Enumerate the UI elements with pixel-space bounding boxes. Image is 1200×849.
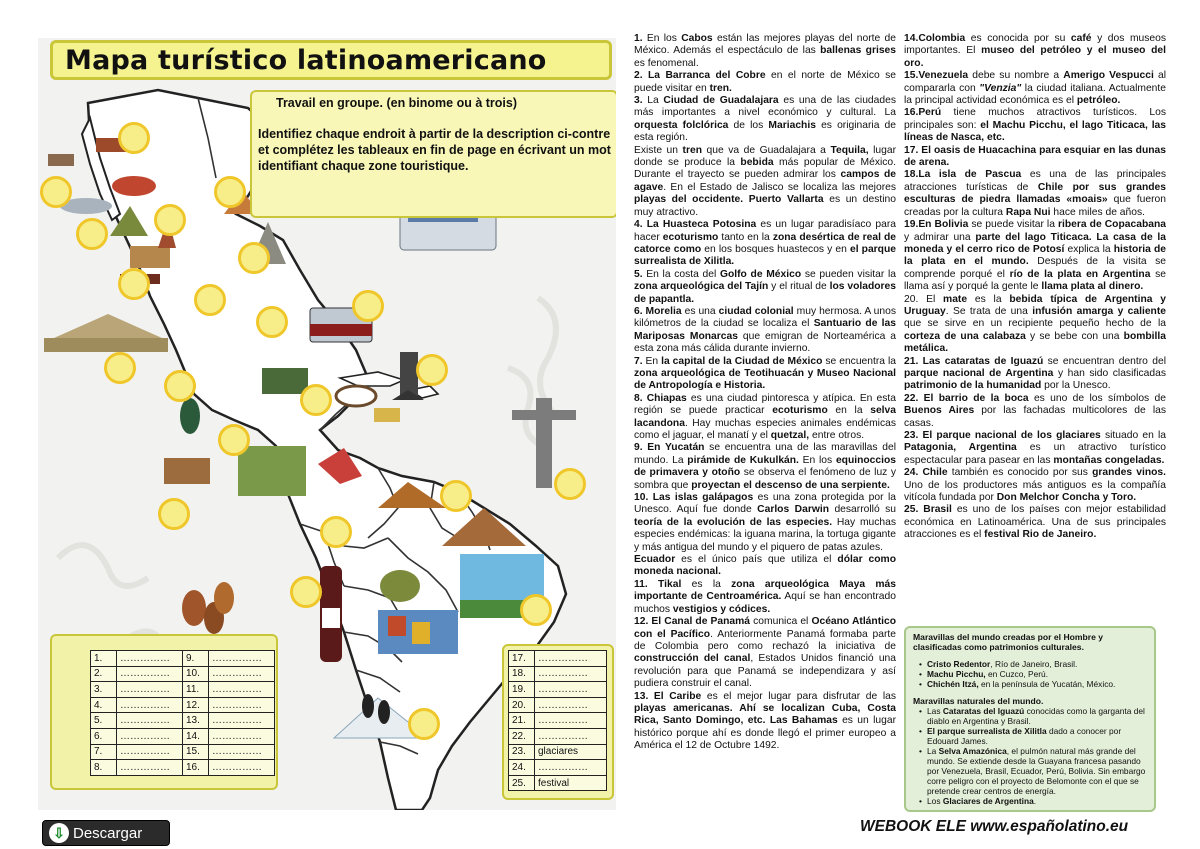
answer-field[interactable]: …………… — [209, 666, 275, 682]
answer-number: 15. — [183, 744, 209, 760]
answer-number: 6. — [91, 728, 117, 744]
answers-table-left — [90, 650, 275, 776]
answer-row — [509, 713, 607, 729]
answer-field[interactable]: …………… — [117, 666, 183, 682]
description-paragraph: 9. En Yucatán se encuentra una de las maravillas del mundo. La pirámide de Kukulkán. En los equinoccios de primavera y otoño se observa el fenómeno de luz y sombra que proyectan el descenso de una serpiente. — [634, 442, 897, 491]
answer-field[interactable]: …………… — [117, 682, 183, 698]
description-paragraph: 19.En Bolivia se puede visitar la ribera de Copacabana y admirar una parte del lago Titicaca. La casa de la moneda y el cerro rico de Potosí explica la historia de la plata en el mundo. Después de la visita se comprende porqué el río de la plata en Argentina se llama así y porqué la gente le llama plata al dinero. — [904, 219, 1167, 293]
description-paragraph: 4. La Huasteca Potosina es un lugar paradisíaco para hacer ecoturismo tanto en la zona desértica de real de catorce como en los bosques huastecos y en el parque surrealista de Xilitla. — [634, 219, 896, 268]
answer-row — [509, 666, 607, 682]
answer-field[interactable]: …………… — [209, 744, 275, 760]
answer-number: 4. — [91, 697, 117, 713]
answer-field[interactable]: …………… — [209, 651, 275, 667]
answer-number: 22. — [509, 728, 535, 744]
download-button[interactable] — [42, 820, 170, 846]
map-marker[interactable] — [256, 306, 288, 338]
map-marker[interactable] — [352, 290, 384, 322]
answer-row — [91, 666, 275, 682]
description-paragraph: 3. La Ciudad de Guadalajara es una de las ciudades más importantes a nivel económico y cultural. La orquesta folclórica de los Mariachis es originaria de esta región. — [634, 95, 897, 144]
answer-field[interactable]: …………… — [117, 728, 183, 744]
answers-box-right — [502, 644, 614, 800]
answer-field[interactable]: …………… — [535, 760, 607, 776]
map-marker[interactable] — [104, 352, 136, 384]
answer-row — [91, 760, 275, 776]
answer-number: 7. — [91, 744, 117, 760]
wonder-item: • Machu Picchu, en Cuzco, Perú. — [919, 669, 1147, 679]
download-cloud-icon: ⇩ — [49, 823, 69, 843]
answer-number: 18. — [509, 666, 535, 682]
answer-number: 10. — [183, 666, 209, 682]
map-marker[interactable] — [40, 176, 72, 208]
description-paragraph: 24. Chile también es conocido por sus grandes vinos. Uno de los productores más antiguos es la compañía vitícola fundada por Don Melchor Concha y Toro. — [904, 467, 1167, 504]
description-paragraph: 8. Chiapas es una ciudad pintoresca y atípica. En esta región se puede practicar ecoturismo en la selva lacandona. Hay muchas especies animales endémicas como el jaguar, el manatí y el quetzal, entre otros. — [634, 392, 896, 441]
answer-number: 24. — [509, 760, 535, 776]
answer-field[interactable]: …………… — [535, 728, 607, 744]
answer-number: 2. — [91, 666, 117, 682]
description-paragraph: 16.Perú tiene muchos atractivos turísticos. Los principales son: el Machu Picchu, el lago Titicaca, las líneas de Nasca, etc. — [904, 107, 1167, 144]
description-paragraph: 13. El Caribe es el mejor lugar para disfrutar de las playas americanas. Ahí se localizan Cuba, Costa Rica, Santo Domingo, etc. Las Bahamas es un lugar histórico porque ahí es donde llegó el primer europeo a América el 12 de Octubre 1492. — [634, 690, 896, 752]
wonders-heading-natural: Maravillas naturales del mundo. — [913, 696, 1044, 706]
descriptions-column-2 — [904, 33, 1166, 542]
answer-row — [91, 682, 275, 698]
answer-field[interactable]: …………… — [209, 682, 275, 698]
answer-row — [91, 651, 275, 667]
answer-number: 17. — [509, 651, 535, 667]
map-marker[interactable] — [218, 424, 250, 456]
map-marker[interactable] — [118, 122, 150, 154]
description-paragraph: 11. Tikal es la zona arqueológica Maya más importante de Centroamérica. Aquí se han encontrado muchos vestigios y códices. — [634, 578, 896, 615]
description-paragraph: Existe un tren que va de Guadalajara a Tequila, lugar donde se produce la bebida más popular de México. Durante el trayecto se pueden admirar los campos de agave. En el Estado de Jalisco se localiza las mejores playas del occidente. Puerto Vallarta es un destino muy atractivo. — [634, 144, 896, 218]
description-paragraph: 12. El Canal de Panamá comunica el Océano Atlántico con el Pacífico. Anteriormente Panamá formaba parte de Colombia pero como rechazó la iniciativa de construcción del canal, Estados Unidos financió una revolución para que Panamá se independizara y así pudiera construir el canal. — [634, 616, 896, 690]
answer-field[interactable]: …………… — [117, 713, 183, 729]
page-title: Mapa turístico latinoamericano — [65, 45, 547, 76]
description-paragraph: Ecuador es el único país que utiliza el dólar como moneda nacional. — [634, 554, 897, 578]
answer-row — [509, 728, 607, 744]
group-title: Travail en groupe. (en binome ou à trois) — [276, 96, 518, 110]
answer-field[interactable]: …………… — [117, 760, 183, 776]
answer-number: 1. — [91, 651, 117, 667]
answer-number: 12. — [183, 697, 209, 713]
description-paragraph: 7. En la capital de la Ciudad de México se encuentra la zona arqueológica de Teotihuacán y Museo Nacional de Antropología e Historia. — [634, 355, 896, 392]
map-marker[interactable] — [554, 468, 586, 500]
footer-credit: WEBOOK ELE www.españolatino.eu — [860, 818, 1129, 835]
answer-number: 21. — [509, 713, 535, 729]
description-paragraph: 10. Las islas galápagos es una zona protegida por la Unesco. Aquí fue donde Carlos Darwin desarrolló su teoría de la evolución de las especies. Hay muchas especies endémicas: la iguana marina, la tortuga gigante y más antigua del mundo y el piquero de patas azules. — [634, 492, 896, 553]
answer-field[interactable]: …………… — [117, 697, 183, 713]
answer-field[interactable]: …………… — [117, 651, 183, 667]
map-marker[interactable] — [164, 370, 196, 402]
answer-field[interactable]: …………… — [535, 651, 607, 667]
map-marker[interactable] — [416, 354, 448, 386]
description-paragraph: 21. Las cataratas de Iguazú se encuentran dentro del parque nacional de Argentina y han sido clasificadas patrimonio de la humanidad por la Unesco. — [904, 355, 1166, 392]
description-paragraph: 5. En la costa del Golfo de México se pueden visitar la zona arqueológica del Tajín y el ritual de los voladores de papantla. — [634, 268, 897, 305]
wonder-item: • Cristo Redentor, Río de Janeiro, Brasil. — [919, 659, 1147, 669]
wonder-item: • Chichén Itzá, en la península de Yucatán, México. — [919, 679, 1147, 689]
title-banner — [50, 40, 612, 80]
map-marker[interactable] — [520, 594, 552, 626]
description-paragraph: 23. El parque nacional de los glaciares situado en la Patagonia, Argentina es un atractivo turístico espectacular para pasear en las montañas congeladas. — [904, 430, 1166, 466]
answer-field[interactable]: …………… — [209, 713, 275, 729]
answers-box-left — [50, 634, 278, 790]
answer-field[interactable]: …………… — [209, 760, 275, 776]
wonders-list-natural — [913, 706, 1147, 806]
answer-field[interactable]: …………… — [535, 666, 607, 682]
group-instructions: Identifiez chaque endroit à partir de la description ci-contre et complétez les tableaux en fin de page en écrivant un mot identifiant chaque zone touristique. — [258, 127, 611, 173]
answer-field[interactable]: festival — [535, 775, 607, 791]
wonder-item: • Las Cataratas del Iguazú conocidas como la garganta del diablo en Argentina y Brasil. — [919, 706, 1147, 726]
answer-number: 16. — [183, 760, 209, 776]
answer-number: 8. — [91, 760, 117, 776]
answer-field[interactable]: …………… — [209, 697, 275, 713]
description-paragraph: 20. El mate es la bebida típica de Argentina y Uruguay. Se trata de una infusión amarga y caliente que se sirve en un recipiente pequeño hecho de la corteza de una calabaza y se bebe con una bombilla metálica. — [904, 293, 1167, 355]
answer-field[interactable]: …………… — [535, 697, 607, 713]
answer-row — [91, 697, 275, 713]
wonder-item: • El parque surrealista de Xilitla dado a conocer por Edouard James. — [919, 726, 1147, 746]
description-paragraph: 17. El oasis de Huacachina para esquiar en las dunas de arena. — [904, 144, 1166, 169]
answer-field[interactable]: …………… — [535, 713, 607, 729]
map-marker[interactable] — [76, 218, 108, 250]
answer-field[interactable]: glaciares — [535, 744, 607, 760]
answer-row — [509, 775, 607, 791]
answer-number: 14. — [183, 728, 209, 744]
wonders-heading-cultural: Maravillas del mundo creadas por el Hombre y clasificadas como patrimonios culturales. — [913, 632, 1104, 652]
description-paragraph: 1. En los Cabos están las mejores playas del norte de México. Además el espectáculo de las ballenas grises es fenomenal. — [634, 33, 896, 69]
answer-row — [91, 713, 275, 729]
map-marker[interactable] — [290, 576, 322, 608]
description-paragraph: 22. El barrio de la boca es uno de los símbolos de Buenos Aires por las fachadas multicolores de las casas. — [904, 392, 1166, 429]
description-paragraph: 15.Venezuela debe su nombre a Amerigo Vespucci al compararla con "Venzia" la ciudad italiana. Actualmente la principal actividad económica es el petróleo. — [904, 70, 1167, 107]
download-label: Descargar — [73, 824, 143, 842]
description-paragraph: 2. La Barranca del Cobre en el norte de México se puede visitar en tren. — [634, 70, 896, 94]
answer-number: 23. — [509, 744, 535, 760]
answer-number: 20. — [509, 697, 535, 713]
answer-number: 25. — [509, 775, 535, 791]
map-marker[interactable] — [320, 516, 352, 548]
description-paragraph: 18.La isla de Pascua es una de las principales atracciones turísticas de Chile por sus grandes esculturas de piedra llamadas «moais» que fueron creadas por la cultura Rapa Nui hace miles de años. — [904, 169, 1166, 218]
map-marker[interactable] — [214, 176, 246, 208]
description-paragraph: 25. Brasil es uno de los países con mejor estabilidad económica en Latinoamérica. Una de sus principales atracciones es el festival Rio de Janeiro. — [904, 504, 1166, 541]
wonders-box — [904, 626, 1156, 812]
map-marker[interactable] — [154, 204, 186, 236]
wonders-list-cultural — [913, 659, 1147, 689]
answer-field[interactable]: …………… — [117, 744, 183, 760]
descriptions-column-1 — [634, 33, 896, 753]
map-marker[interactable] — [440, 480, 472, 512]
answer-number: 9. — [183, 651, 209, 667]
map-marker[interactable] — [238, 242, 270, 274]
answer-number: 19. — [509, 682, 535, 698]
map-marker[interactable] — [194, 284, 226, 316]
wonder-item: • Los Glaciares de Argentina. — [919, 796, 1147, 806]
answer-row — [509, 744, 607, 760]
answer-number: 3. — [91, 682, 117, 698]
answer-row — [509, 697, 607, 713]
answer-field[interactable]: …………… — [209, 728, 275, 744]
answer-row — [509, 682, 607, 698]
instructions-box — [250, 90, 616, 218]
answer-row — [509, 651, 607, 667]
map-marker[interactable] — [118, 268, 150, 300]
answer-row — [91, 728, 275, 744]
map-marker[interactable] — [300, 384, 332, 416]
answer-number: 5. — [91, 713, 117, 729]
answer-row — [91, 744, 275, 760]
answer-number: 13. — [183, 713, 209, 729]
description-paragraph: 14.Colombia es conocida por su café y dos museos importantes. El museo del petróleo y el museo del oro. — [904, 33, 1167, 69]
answers-table-right — [508, 650, 607, 791]
description-paragraph: 6. Morelia es una ciudad colonial muy hermosa. A unos kilómetros de la ciudad se localiza el Santuario de las Mariposas Monarcas que emigran de Norteamérica a esta zona más cálida durante invierno. — [634, 305, 897, 355]
answer-field[interactable]: …………… — [535, 682, 607, 698]
map-area — [38, 38, 616, 810]
wonder-item: • La Selva Amazónica, el pulmón natural más grande del mundo. Se extiende desde la Guayana francesa pasando por Venezuela, Brasil, Ecuador, Perú, Bolivia. Sin embargo corre peligro con el proyecto de Belomonte con el que se pretende crear centros de energía. — [919, 746, 1147, 796]
map-marker[interactable] — [158, 498, 190, 530]
answer-row — [509, 760, 607, 776]
answer-number: 11. — [183, 682, 209, 698]
map-marker[interactable] — [408, 708, 440, 740]
